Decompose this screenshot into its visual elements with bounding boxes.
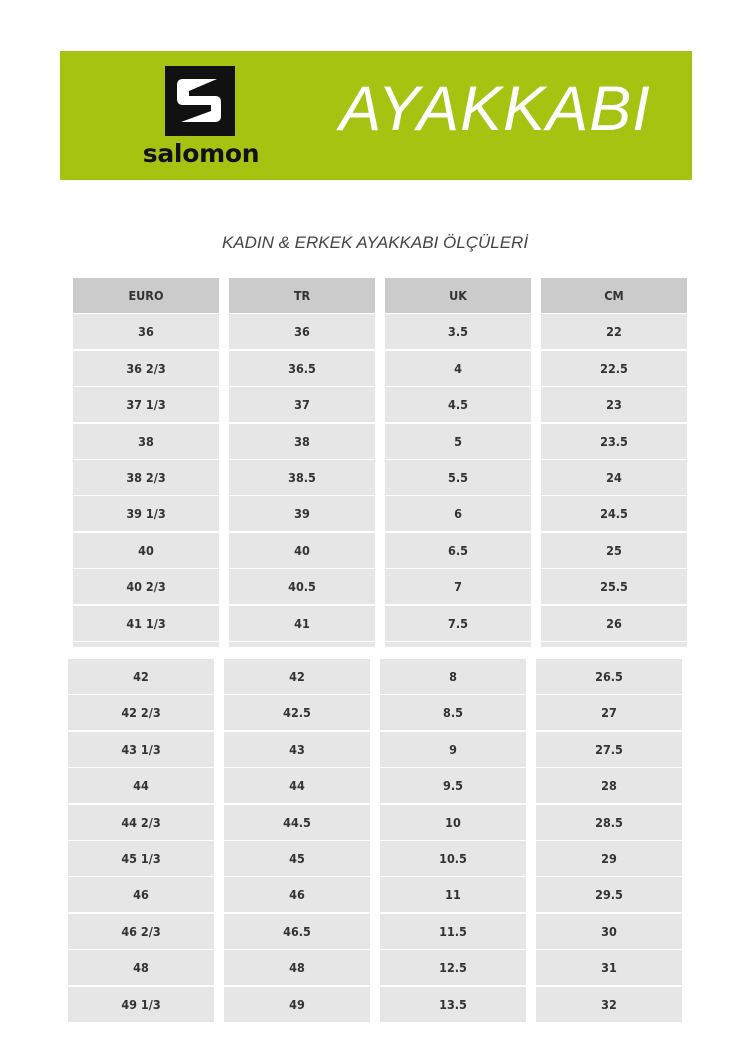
table-cell: 41 1/3 <box>73 606 219 641</box>
table-cell: 23 <box>541 387 687 422</box>
table-cell: 42 <box>68 659 214 694</box>
table-cell: 8.5 <box>380 695 526 730</box>
table-cell: 27 <box>536 695 682 730</box>
table-cell: 9.5 <box>380 768 526 803</box>
salomon-logo-icon <box>165 66 235 136</box>
table-cell: 26.5 <box>536 659 682 694</box>
table-cell: 46 2/3 <box>68 914 214 949</box>
table-cell: 36 <box>73 314 219 349</box>
table-cell: 25.5 <box>541 569 687 604</box>
table-cell: 43 1/3 <box>68 732 214 767</box>
table-cell: 23.5 <box>541 424 687 459</box>
table-cell: 40 <box>229 533 375 568</box>
table-cell: 44 <box>68 768 214 803</box>
table-cell: 39 1/3 <box>73 496 219 531</box>
table-cell: 13.5 <box>380 987 526 1022</box>
table-cell: 26 <box>541 606 687 641</box>
cm-column-bottom <box>536 659 682 1023</box>
uk-column-bottom <box>380 659 526 1023</box>
table-cell: 4 <box>385 351 531 386</box>
table-cell: 31 <box>536 950 682 985</box>
table-cell: 39 <box>229 496 375 531</box>
table-cell: 38 <box>73 424 219 459</box>
table-cell: 38.5 <box>229 460 375 495</box>
table-cell: 48 <box>68 950 214 985</box>
table-cell: 46 <box>68 877 214 912</box>
column-header-cm: CM <box>541 278 687 313</box>
column-header-uk: UK <box>385 278 531 313</box>
page-subtitle: KADIN & ERKEK AYAKKABI ÖLÇÜLERİ <box>221 233 529 252</box>
table-cell-stub <box>541 642 687 647</box>
table-cell: 43 <box>224 732 370 767</box>
table-cell: 11.5 <box>380 914 526 949</box>
table-cell: 22 <box>541 314 687 349</box>
table-cell: 27.5 <box>536 732 682 767</box>
column-header-euro: EURO <box>73 278 219 313</box>
table-cell: 36 2/3 <box>73 351 219 386</box>
table-cell: 49 <box>224 987 370 1022</box>
table-cell: 30 <box>536 914 682 949</box>
table-cell: 42 <box>224 659 370 694</box>
table-cell: 42.5 <box>224 695 370 730</box>
table-cell-stub <box>229 642 375 647</box>
table-cell: 37 1/3 <box>73 387 219 422</box>
table-cell: 9 <box>380 732 526 767</box>
table-cell: 10 <box>380 805 526 840</box>
table-cell-stub <box>73 642 219 647</box>
table-cell-stub <box>385 642 531 647</box>
table-cell: 46.5 <box>224 914 370 949</box>
cm-column-top <box>541 278 687 647</box>
table-cell: 45 1/3 <box>68 841 214 876</box>
table-cell: 36 <box>229 314 375 349</box>
table-cell: 44.5 <box>224 805 370 840</box>
table-cell: 38 <box>229 424 375 459</box>
table-cell: 41 <box>229 606 375 641</box>
euro-column-top <box>73 278 219 647</box>
table-cell: 6.5 <box>385 533 531 568</box>
table-cell: 7 <box>385 569 531 604</box>
euro-column-bottom <box>68 659 214 1023</box>
table-cell: 49 1/3 <box>68 987 214 1022</box>
table-cell: 24.5 <box>541 496 687 531</box>
table-cell: 44 2/3 <box>68 805 214 840</box>
table-cell: 29.5 <box>536 877 682 912</box>
table-cell: 45 <box>224 841 370 876</box>
table-cell: 40 2/3 <box>73 569 219 604</box>
tr-column-top <box>229 278 375 647</box>
table-cell: 38 2/3 <box>73 460 219 495</box>
table-cell: 44 <box>224 768 370 803</box>
table-cell: 48 <box>224 950 370 985</box>
table-cell: 32 <box>536 987 682 1022</box>
table-cell: 10.5 <box>380 841 526 876</box>
table-cell: 22.5 <box>541 351 687 386</box>
banner-title: AYAKKABI <box>339 74 651 144</box>
brand-wordmark: salomon <box>142 139 260 168</box>
table-cell: 37 <box>229 387 375 422</box>
table-cell: 5 <box>385 424 531 459</box>
table-cell: 5.5 <box>385 460 531 495</box>
table-cell: 42 2/3 <box>68 695 214 730</box>
table-cell: 12.5 <box>380 950 526 985</box>
table-cell: 6 <box>385 496 531 531</box>
header-banner <box>60 51 692 180</box>
column-header-tr: TR <box>229 278 375 313</box>
table-cell: 36.5 <box>229 351 375 386</box>
table-cell: 46 <box>224 877 370 912</box>
table-cell: 29 <box>536 841 682 876</box>
table-cell: 8 <box>380 659 526 694</box>
table-cell: 28.5 <box>536 805 682 840</box>
uk-column-top <box>385 278 531 647</box>
table-cell: 40.5 <box>229 569 375 604</box>
table-cell: 11 <box>380 877 526 912</box>
table-cell: 28 <box>536 768 682 803</box>
table-cell: 4.5 <box>385 387 531 422</box>
tr-column-bottom <box>224 659 370 1023</box>
table-cell: 25 <box>541 533 687 568</box>
table-cell: 7.5 <box>385 606 531 641</box>
table-cell: 24 <box>541 460 687 495</box>
table-cell: 40 <box>73 533 219 568</box>
table-cell: 3.5 <box>385 314 531 349</box>
